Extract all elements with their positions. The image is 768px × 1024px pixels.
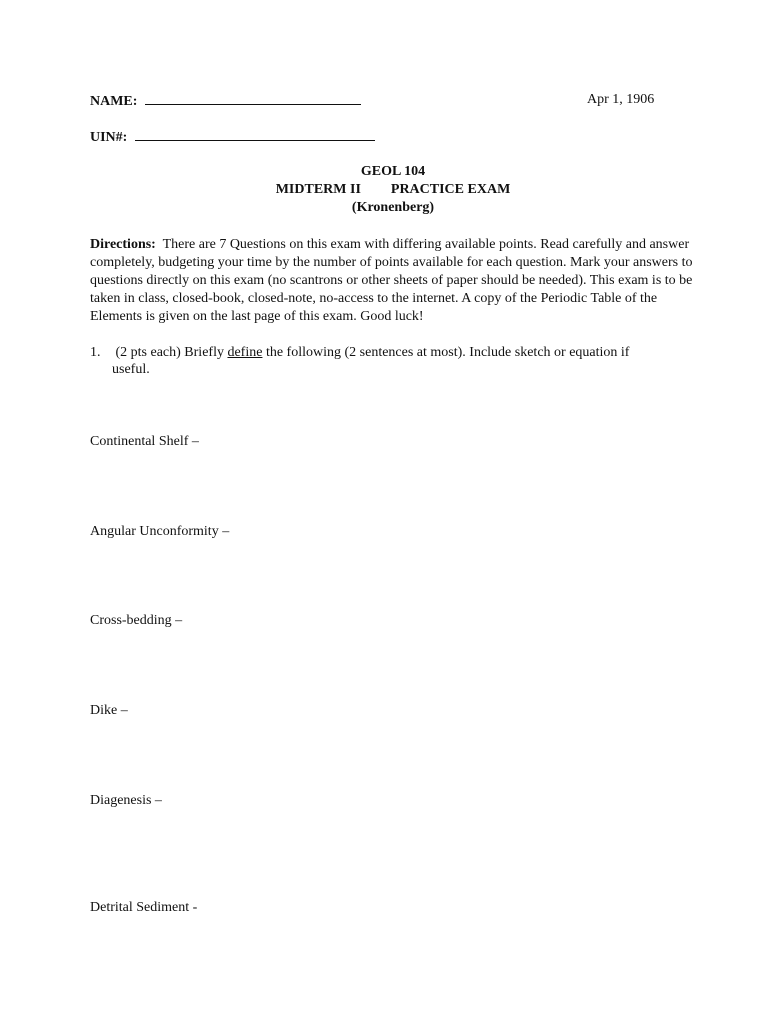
name-label: NAME: xyxy=(90,94,138,109)
course-title: GEOL 104 xyxy=(360,164,426,179)
question-1-number: 1. xyxy=(90,345,101,360)
exam-date: Apr 1, 1906 xyxy=(587,92,655,107)
instructor-name: (Kronenberg) xyxy=(351,200,435,215)
directions-label: Directions: xyxy=(90,237,156,252)
directions-text: There are 7 Questions on this exam with differing available points. Read carefully and answer completely, budgeting your time by the number of points available for each question. Mark your answers to questions directly on this exam (no scantrons or other sheets of paper should be needed). This exam is to be taken in class, closed-book, closed-note, no-access to the internet. A copy of the Periodic Table of the Elements is given on the last page of this exam. Good luck! xyxy=(90,237,693,324)
term-continental-shelf: Continental Shelf – xyxy=(90,434,199,449)
question-1-emphasis: define xyxy=(227,345,263,360)
uin-label: UIN#: xyxy=(90,130,128,145)
term-cross-bedding: Cross-bedding – xyxy=(90,613,183,628)
term-dike: Dike – xyxy=(90,703,128,718)
question-1-pre: (2 pts each) Briefly xyxy=(115,345,224,360)
exam-title-left: MIDTERM II xyxy=(275,182,361,197)
question-1 xyxy=(90,344,700,362)
question-1-continuation: useful. xyxy=(112,362,150,377)
name-blank-line[interactable] xyxy=(145,92,361,105)
term-detrital-sediment: Detrital Sediment - xyxy=(90,900,198,915)
term-diagenesis: Diagenesis – xyxy=(90,793,162,808)
term-angular-unconformity: Angular Unconformity – xyxy=(90,524,230,539)
name-field-row xyxy=(90,92,361,110)
uin-blank-line[interactable] xyxy=(135,128,375,141)
exam-title xyxy=(0,182,768,198)
exam-title-right: PRACTICE EXAM xyxy=(390,182,511,197)
directions-paragraph xyxy=(90,236,700,326)
uin-field-row xyxy=(90,128,375,146)
question-1-post: the following (2 sentences at most). Include sketch or equation if xyxy=(265,345,630,360)
